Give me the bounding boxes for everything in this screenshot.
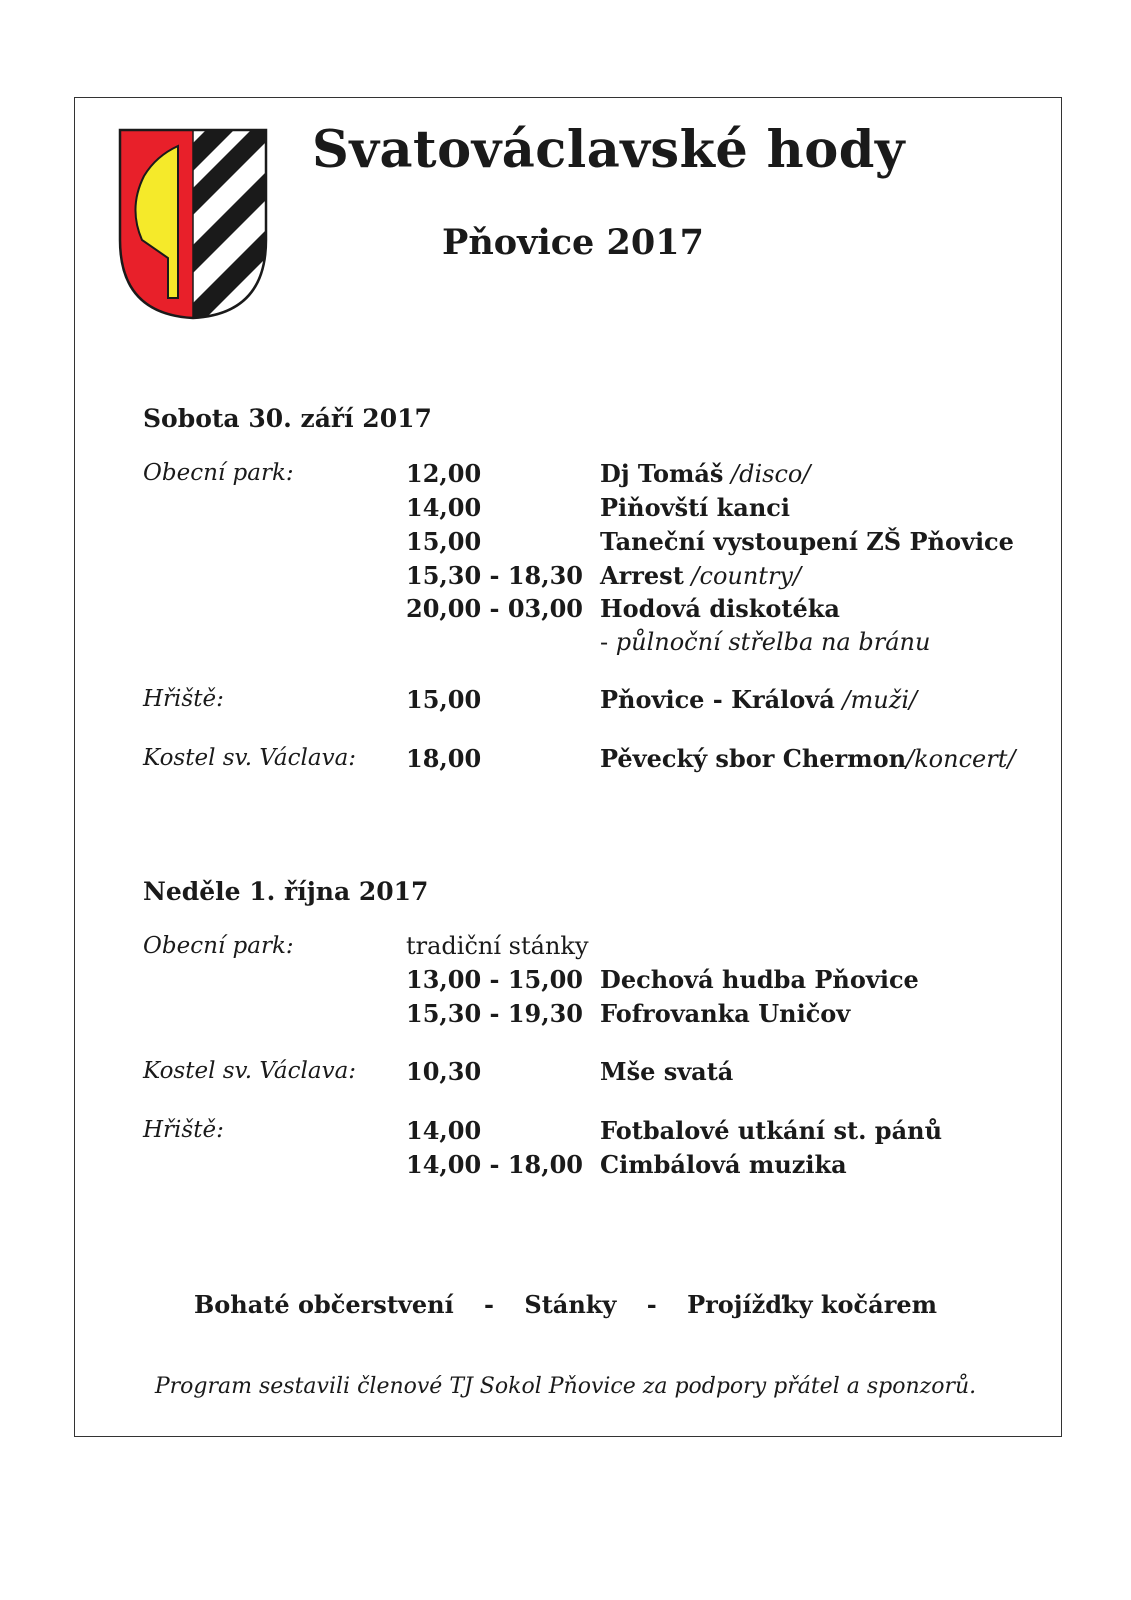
saturday-pitch-label: Hřiště: (143, 686, 224, 712)
sunday-heading: Neděle 1. října 2017 (143, 877, 429, 906)
saturday-heading: Sobota 30. září 2017 (143, 404, 432, 433)
amenity-item: Stánky (524, 1290, 617, 1319)
schedule-event: Dj Tomáš /disco/ (600, 459, 811, 488)
schedule-time: 12,00 (406, 459, 482, 488)
schedule-time: 14,00 (406, 493, 482, 522)
schedule-time: 15,00 (406, 527, 482, 556)
schedule-time: 18,00 (406, 744, 482, 773)
schedule-time: 13,00 - 15,00 (406, 965, 583, 994)
sunday-church-label: Kostel sv. Václava: (143, 1058, 357, 1084)
schedule-event: Cimbálová muzika (600, 1150, 847, 1179)
sunday-park-label: Obecní park: (143, 933, 294, 959)
amenities-line (0, 1290, 1131, 1319)
page-title: Svatováclavské hody (312, 120, 906, 180)
schedule-time: 15,30 - 18,30 (406, 561, 583, 590)
saturday-park-label: Obecní park: (143, 460, 294, 486)
amenity-item: Projížďky kočárem (687, 1290, 938, 1319)
schedule-event: Fofrovanka Uničov (600, 999, 851, 1028)
schedule-event: Taneční vystoupení ZŠ Pňovice (600, 527, 1014, 556)
schedule-time: 15,30 - 19,30 (406, 999, 583, 1028)
schedule-event: Pňovice - Králová /muži/ (600, 685, 918, 714)
coat-of-arms-icon (118, 128, 268, 320)
schedule-event: Hodová diskotéka (600, 594, 840, 623)
sunday-pitch-label: Hřiště: (143, 1117, 224, 1143)
schedule-event: Pěvecký sbor Chermon/koncert/ (600, 744, 1016, 773)
schedule-event: Arrest /country/ (600, 561, 802, 590)
schedule-event: Piňovští kanci (600, 493, 790, 522)
schedule-event: Dechová hudba Pňovice (600, 965, 919, 994)
schedule-time: 20,00 - 03,00 (406, 594, 583, 623)
schedule-time: 15,00 (406, 685, 482, 714)
schedule-event: Mše svatá (600, 1057, 734, 1086)
schedule-time: 10,30 (406, 1057, 482, 1086)
amenity-item: Bohaté občerstvení (193, 1290, 454, 1319)
amenity-separator: - (484, 1290, 495, 1319)
page-subtitle: Pňovice 2017 (442, 222, 704, 263)
saturday-church-label: Kostel sv. Václava: (143, 745, 357, 771)
amenity-separator: - (646, 1290, 657, 1319)
schedule-time: 14,00 (406, 1116, 482, 1145)
schedule-sub-note: - půlnoční střelba na bránu (600, 628, 931, 656)
schedule-time: 14,00 - 18,00 (406, 1150, 583, 1179)
schedule-event: Fotbalové utkání st. pánů (600, 1116, 943, 1145)
stalls-note: tradiční stánky (406, 932, 589, 960)
program-credit: Program sestavili členové TJ Sokol Pňovice za podpory přátel a sponzorů. (154, 1374, 977, 1399)
